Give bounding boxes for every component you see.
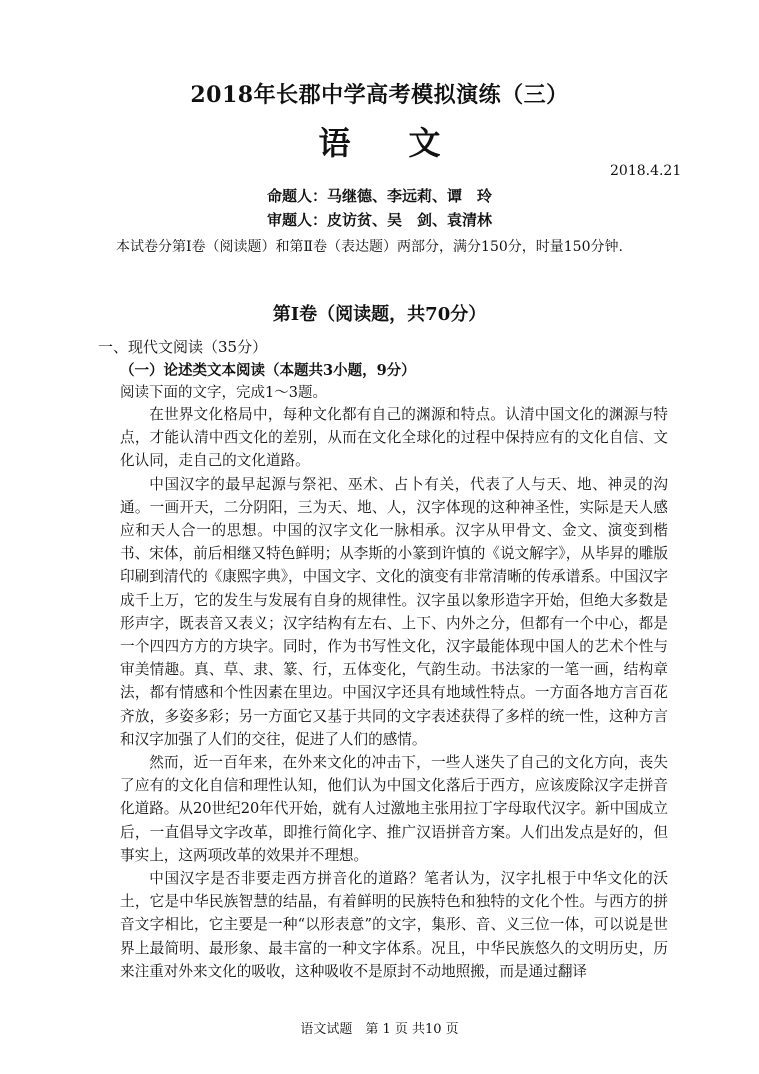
- passage-paragraph: 中国汉字的最早起源与祭祀、巫术、占卜有关，代表了人与天、地、神灵的沟通。一画开天，二分阴阳，三为天、地、人，汉字体现的这种神圣性，实际是天人感应和天人合一的思想。中国的汉字文化一脉相承。汉字从甲骨文、金文、演变到楷书、宋体，前后相继又特色鲜明；从李斯的小篆到许慎的《说文解字》，从毕昇的雕版印刷到清代的《康熙字典》，中国文字、文化的演变有非常清晰的传承谱系。中国汉字成千上万，它的发生与发展有自身的规律性。汉字虽以象形造字开始，但绝大多数是形声字，既表音又表义；汉字结构有左右、上下、内外之分，但都有一个中心，都是一个四四方方的方块字。同时，作为书写性文化，汉字最能体现中国人的艺术个性与审美情趣。真、草、隶、篆、行，五体变化，气韵生动。书法家的一笔一画，结构章法，都有情感和个性因素在里边。中国汉字还具有地域性特点。一方面各地方言百花齐放，多姿多彩；另一方面它又基于共同的文字表述获得了多样的统一性，这种方言和汉字加强了人们的交往，促进了人们的感情。: [120, 475, 668, 748]
- exam-title: 2018年长郡中学高考模拟演练（三）: [190, 82, 569, 108]
- passage-body: [120, 403, 668, 983]
- exam-date: 2018.4.21: [610, 163, 682, 179]
- reviewers-line: 审题人：皮访贫、吴 剑、袁清林: [266, 211, 492, 229]
- passage-paragraph: 在世界文化格局中，每种文化都有自己的渊源和特点。认清中国文化的渊源与特点，才能认清中西文化的差别，从而在文化全球化的过程中保持应有的文化自信、文化认同，走自己的文化道路。: [120, 406, 668, 470]
- exam-intro: 本试卷分第Ⅰ卷（阅读题）和第Ⅱ卷（表达题）两部分，满分150分，时量150分钟.: [116, 239, 623, 255]
- part-title: 第Ⅰ卷（阅读题，共70分）: [272, 304, 487, 325]
- passage-paragraph: 然而，近一百年来，在外来文化的冲击下，一些人迷失了自己的文化方向，丧失了应有的文化自信和理性认知，他们认为中国文化落后于西方，应该废除汉字走拼音化道路。从20世纪20年代开始，就有人过激地主张用拉丁字母取代汉字。新中国成立后，一直倡导文字改革，即推行简化字、推广汉语拼音方案。人们出发点是好的，但事实上，这两项改革的效果并不理想。: [120, 754, 668, 864]
- subject-title: 语文: [318, 124, 499, 162]
- reading-instruction: 阅读下面的文字，完成1～3题。: [120, 385, 327, 401]
- page-footer: 语文试题 第 1 页 共10 页: [300, 1022, 459, 1037]
- passage-paragraph: 中国汉字是否非要走西方拼音化的道路？笔者认为，汉字扎根于中华文化的沃土，它是中华民族智慧的结晶，有着鲜明的民族特色和独特的文化个性。与西方的拼音文字相比，它主要是一种“以形表意”的文字，集形、音、义三位一体，可以说是世界上最简明、最形象、最丰富的一种文字体系。况且，中华民族悠久的文明历史，历来注重对外来文化的吸收，这种吸收不是原封不动地照搬，而是通过翻译: [120, 870, 668, 980]
- subsection-heading: （一）论述类文本阅读（本题共3小题，9分）: [120, 362, 416, 379]
- setters-line: 命题人：马继德、李远莉、谭 玲: [266, 187, 492, 205]
- section-heading: 一、现代文阅读（35分）: [98, 338, 268, 356]
